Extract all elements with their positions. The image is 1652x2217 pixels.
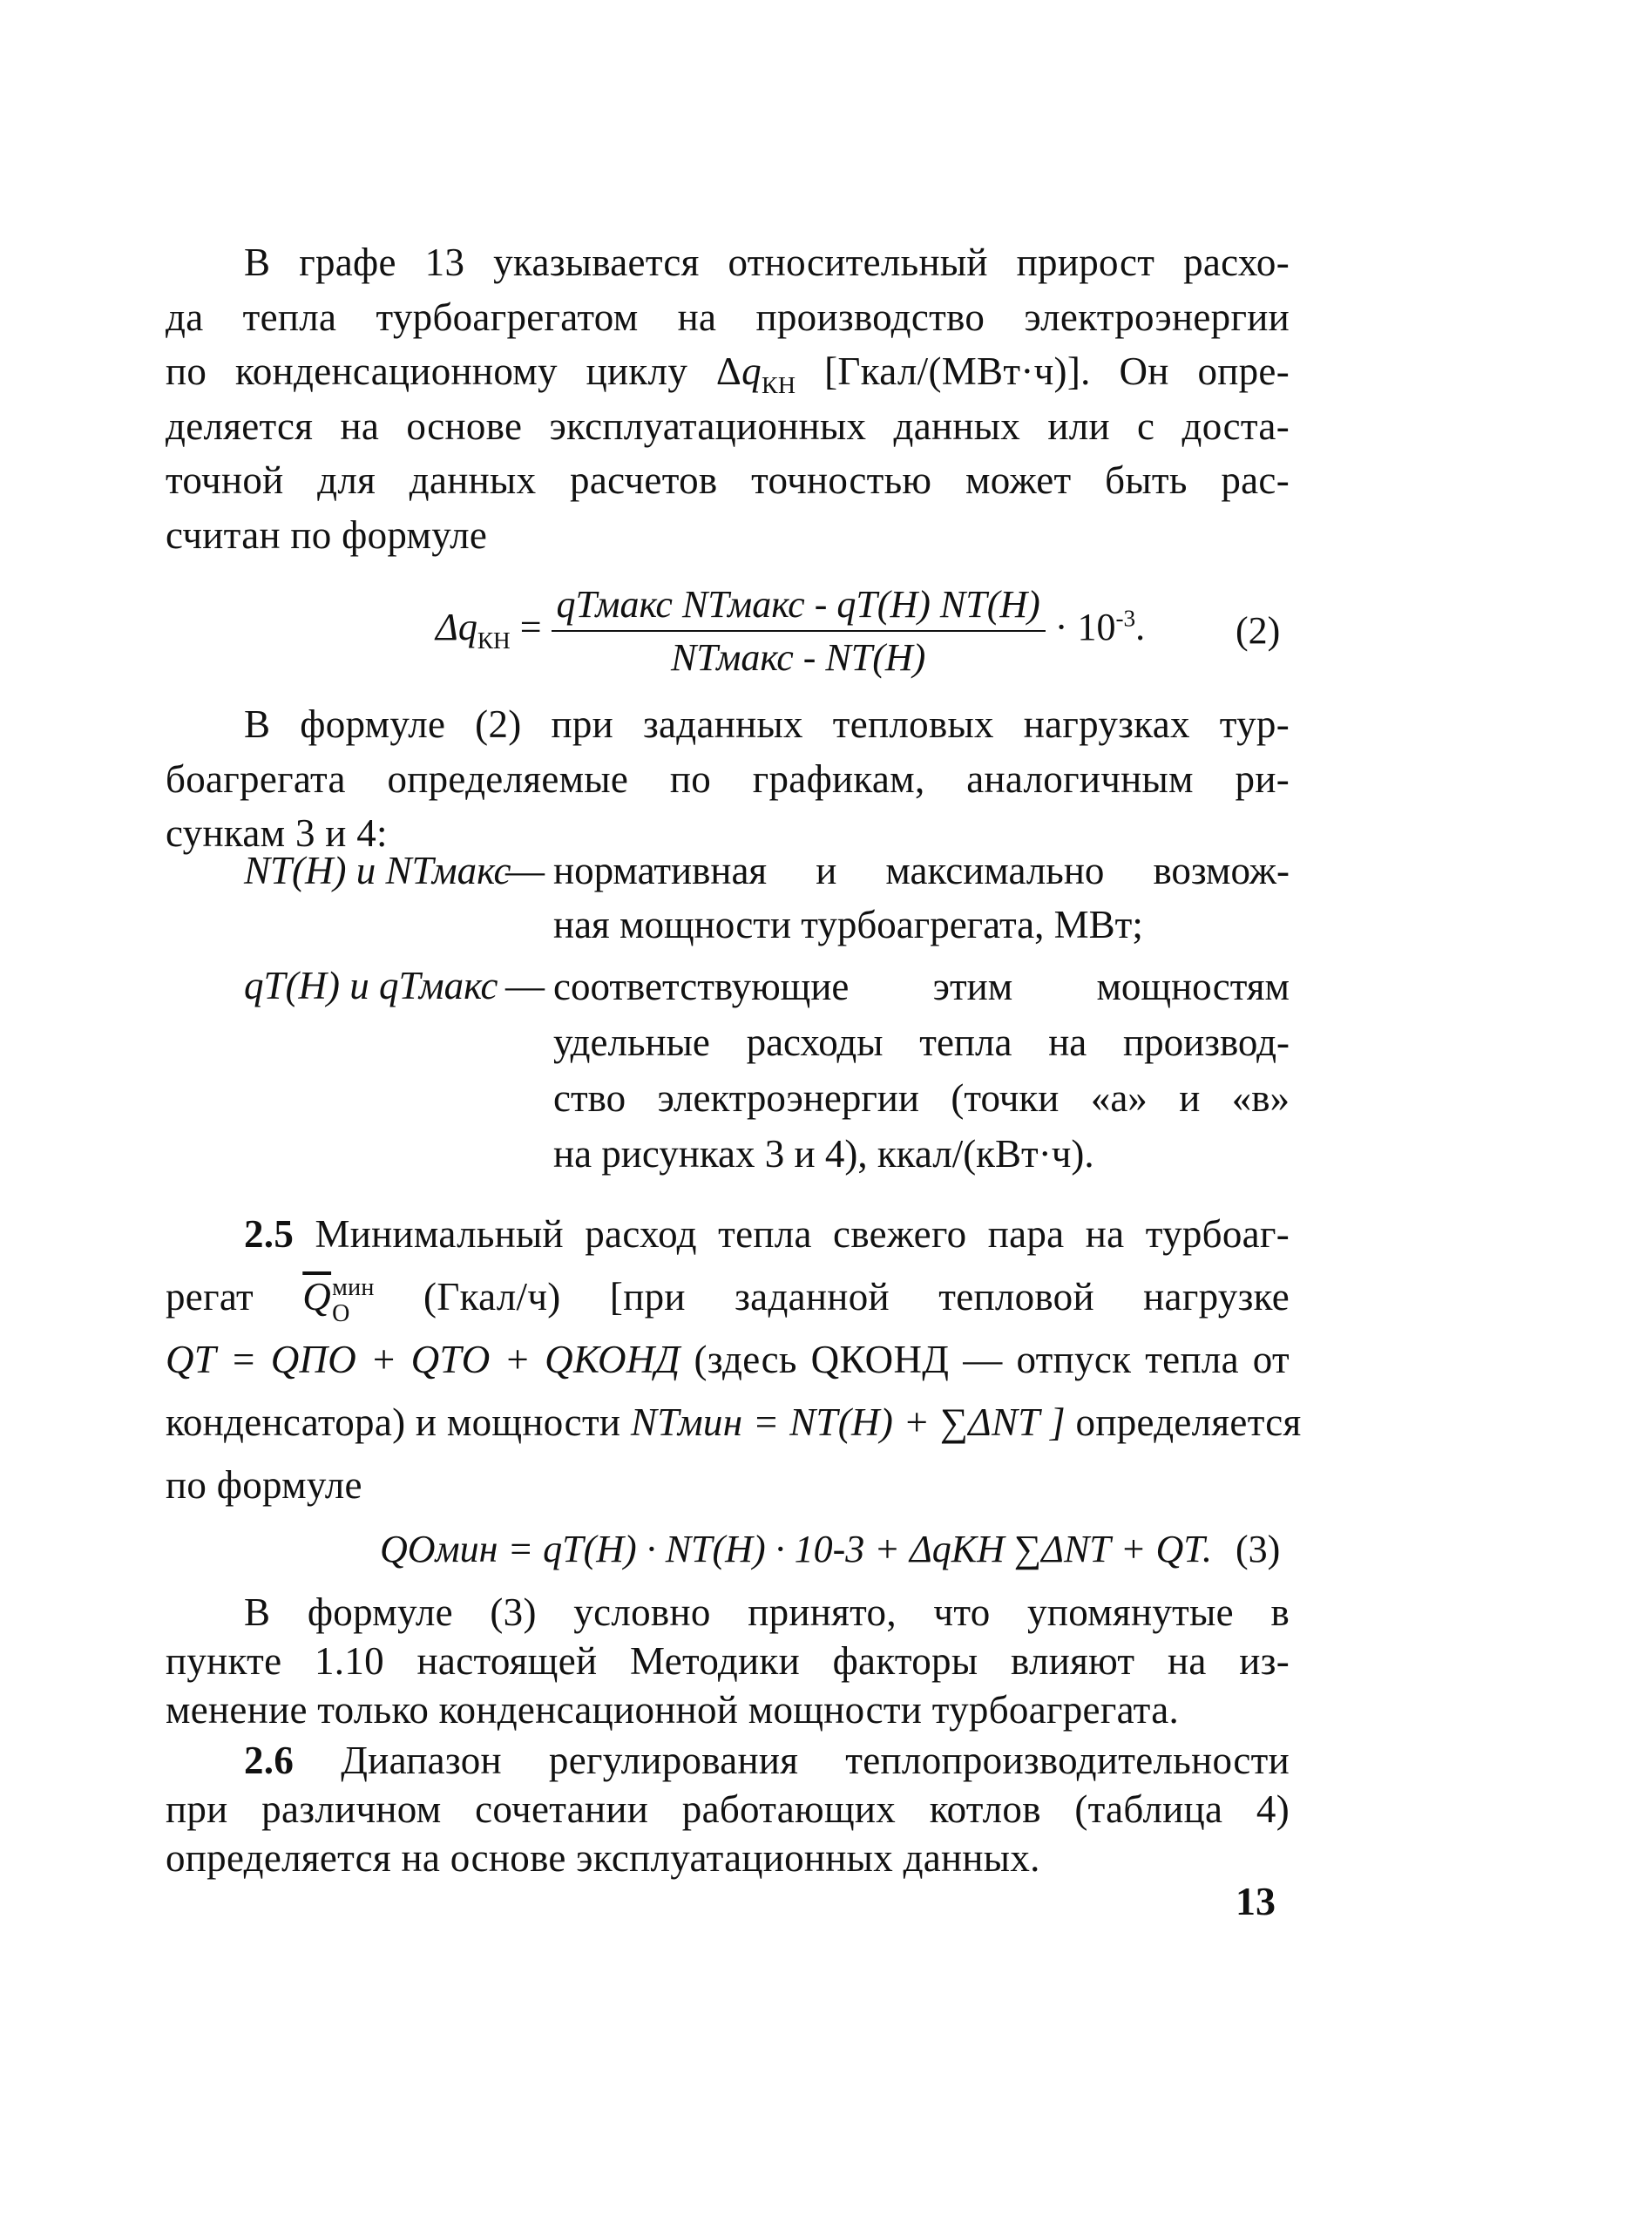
text-line: определяется на основе эксплуатационных данных. [166, 1836, 1040, 1880]
fraction-denominator: NТмакс - NТ(Н) [671, 636, 926, 679]
text-line: пункте 1.10 настоящей Методики факторы влияют на из- [166, 1639, 1290, 1683]
text-line: В формуле (3) условно принято, что упомянутые в [244, 1590, 1290, 1634]
formula-2: $\Delta q_{КН}$ = $\frac{\text{qТмакс NТмакс - qТ(Н) NТ(Н)}}{\text{NТмакс - NТ(Н)}}$ · $10^{-3}$. [436, 583, 1146, 679]
paragraph-graph-13 [166, 235, 1290, 562]
text-line: конденсатора) и мощности NТмин = NТ(Н) + ∑ΔNТ ] определяется [166, 1400, 1302, 1444]
definition-dash: — [505, 849, 545, 892]
text-line: по конденсационному циклу $\Delta q_{КН}$ [Гкал/(МВт·ч)]. Он опре- [166, 349, 1290, 399]
fraction [552, 582, 1046, 680]
page-number: 13 [1236, 1879, 1276, 1923]
paragraph-formula-2-explanation [166, 697, 1290, 861]
definition-n [166, 844, 1290, 957]
definition-q [166, 959, 1290, 1185]
text-line: точной для данных расчетов точностью может быть рас- [166, 458, 1290, 502]
text-line: регат $\overline{Q}$ мин О (Гкал/ч) [при заданной тепловой нагрузке [166, 1273, 1290, 1327]
definition-text: соответствующие этим мощностям удельные расходы тепла на производ- ство электроэнергии (точки «а» и «в» на рисунках 3 и 4), ккал/(кВт·ч). [553, 965, 1290, 1176]
text-line: при различном сочетании работающих котлов (таблица 4) [166, 1787, 1290, 1831]
text-line: 2.6 Диапазон регулирования теплопроизводительности [244, 1739, 1290, 1782]
paragraph-2-6 [166, 1736, 1290, 1882]
definition-symbol: NТ(Н) и NТмакс [244, 849, 511, 892]
text-line: деляется на основе эксплуатационных данных или с доста- [166, 403, 1290, 448]
text-line: 2.5 Минимальный расход тепла свежего пара на турбоаг- [244, 1212, 1290, 1256]
paragraph-formula-3-remark [166, 1588, 1290, 1734]
definition-text: нормативная и максимально возмож- ная мощности турбоагрегата, МВт; [553, 849, 1290, 946]
text-line: боагрегата определяемые по графикам, аналогичным ри- [166, 756, 1290, 801]
text-line: по формуле [166, 1463, 362, 1507]
paragraph-2-5 [166, 1203, 1302, 1516]
equation-number-3: (3) [1236, 1528, 1281, 1570]
text-line: В графе 13 указывается относительный прирост расхо- [244, 241, 1290, 284]
equation-number-2: (2) [1236, 609, 1281, 652]
definition-dash: — [505, 964, 545, 1007]
formula-3: QОмин = qТ(Н) · NТ(Н) · 10-3 + ΔqКН ∑ΔNТ + QТ. [380, 1528, 1212, 1570]
text-line: сункам 3 и 4: [166, 811, 388, 855]
definition-symbol: qТ(Н) и qТмакс [244, 964, 498, 1007]
text-line: считан по формуле [166, 512, 488, 557]
text-line: да тепла турбоагрегатом на производство электроэнергии [166, 295, 1290, 339]
text-line: В формуле (2) при заданных тепловых нагрузках тур- [244, 702, 1290, 746]
text-line: QТ = QПО + QТО + QКОНД (здесь QКОНД — отпуск тепла от [166, 1338, 1290, 1381]
fraction-numerator: qТмакс NТмакс - qТ(Н) NТ(Н) [552, 582, 1046, 632]
text-line: менение только конденсационной мощности турбоагрегата. [166, 1688, 1180, 1732]
